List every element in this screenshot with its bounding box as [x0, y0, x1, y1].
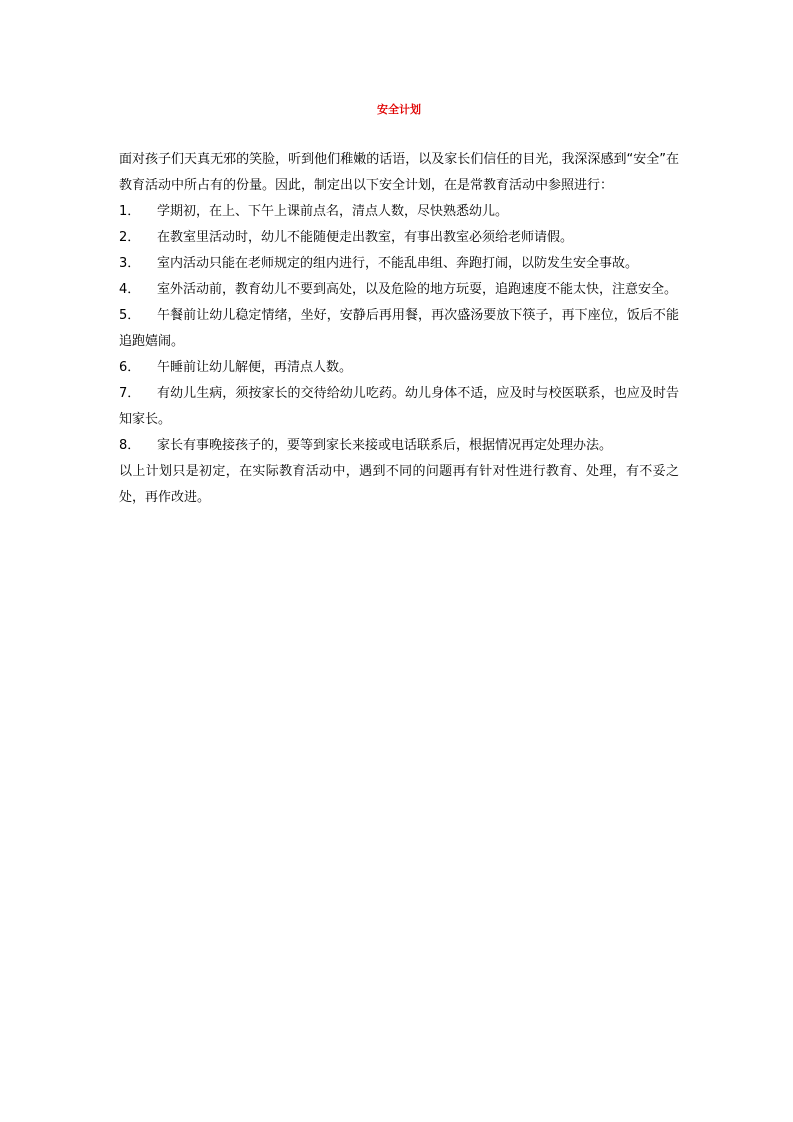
list-item [119, 303, 679, 355]
item-number: 8． [119, 438, 141, 453]
list-item [119, 251, 679, 277]
document-title: 安全计划 [377, 103, 421, 116]
item-text: 室内活动只能在老师规定的组内进行，不能乱串组、奔跑打闹，以防发生安全事故。 [157, 256, 639, 271]
item-number: 3． [119, 256, 141, 271]
document-page [119, 100, 679, 511]
item-text: 午睡前让幼儿解便，再清点人数。 [157, 360, 353, 375]
list-item [119, 433, 679, 459]
list-item [119, 199, 679, 225]
item-number: 6． [119, 360, 141, 375]
list-item [119, 381, 679, 433]
item-number: 5． [119, 308, 141, 323]
list-item [119, 225, 679, 251]
list-item [119, 355, 679, 381]
item-text: 有幼儿生病，须按家长的交待给幼儿吃药。幼儿身体不适，应及时与校医联系，也应及时告知家长。 [119, 386, 679, 427]
item-number: 7． [119, 386, 141, 401]
item-text: 学期初，在上、下午上课前点名，清点人数，尽快熟悉幼儿。 [157, 204, 509, 219]
rules-list [119, 199, 679, 459]
item-text: 在教室里活动时，幼儿不能随便走出教室，有事出教室必须给老师请假。 [157, 230, 574, 245]
item-text: 午餐前让幼儿稳定情绪，坐好，安静后再用餐，再次盛汤要放下筷子，再下座位，饭后不能追跑嬉闹。 [119, 308, 679, 349]
item-number: 2． [119, 230, 141, 245]
item-text: 家长有事晚接孩子的，要等到家长来接或电话联系后，根据情况再定处理办法。 [157, 438, 613, 453]
item-number: 1． [119, 204, 141, 219]
item-text: 室外活动前，教育幼儿不要到高处，以及危险的地方玩耍，追跑速度不能太快，注意安全。 [157, 282, 678, 297]
closing-paragraph: 以上计划只是初定，在实际教育活动中，遇到不同的问题再有针对性进行教育、处理，有不妥之处，再作改进。 [119, 464, 679, 505]
intro-paragraph: 面对孩子们天真无邪的笑脸，听到他们稚嫩的话语，以及家长们信任的目光，我深深感到“安全”在教育活动中所占有的份量。因此，制定出以下安全计划，在是常教育活动中参照进行： [119, 152, 679, 193]
list-item [119, 277, 679, 303]
item-number: 4． [119, 282, 141, 297]
